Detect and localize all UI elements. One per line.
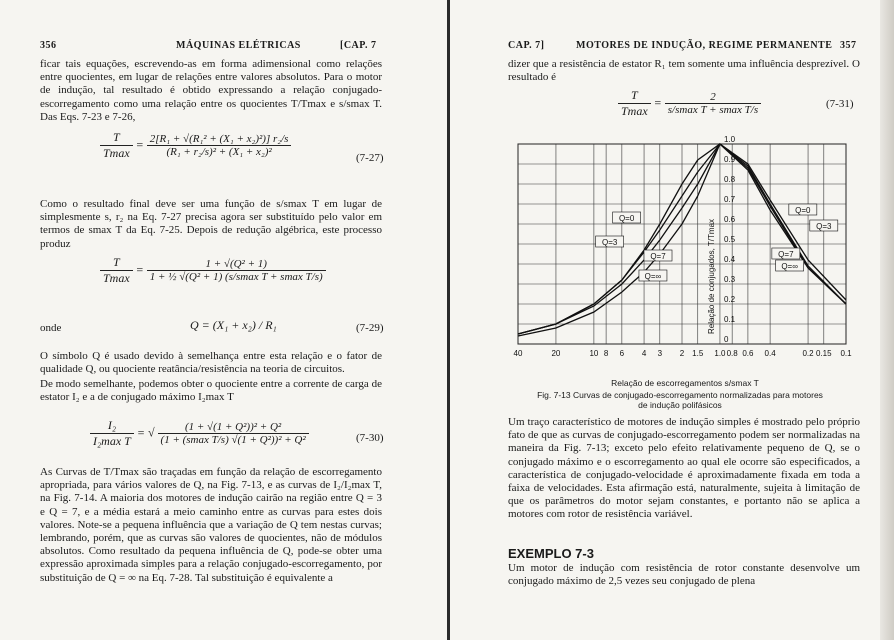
- example-text: Um motor de indução com resistência de rotor constante desenvolve um conjugado máximo de 2,5 vezes seu conjugado de plena: [508, 562, 860, 588]
- x-tick-label: 1.0: [714, 349, 726, 358]
- book-gutter: [447, 0, 450, 640]
- series-label: Q=3: [816, 222, 832, 231]
- equation-7-29: Q = (X₁ + x₂) / R₁: [190, 318, 277, 332]
- equation-7-27: $\frac{T}{Tmax}$ = $\frac{\text{2[R₁ + √(R₁² + (X₁ + x₂)²)] r₂/s}}{\text{(R₁ + r₂/s)² + (X₁ + x₂)²}}$: [100, 130, 400, 161]
- paragraph: Um traço característico de motores de indução simples é mostrado pelo próprio fato de que as curvas de conjugado-escorregamento podem ser normalizadas na maneira da Fig. 7-13; exceto pelo efeito relativamente pequeno de Q, se o conjugado máximo e o escorregamento ao qual ele ocorre são especificados, a característica de conjugado-velocidade é aproximadamente fixada em toda a faixa de velocidades. Esta afirmação está, naturalmente, sujeita à limitação de que os parâmetros do motor sejam constantes, e portanto não se aplica a motores com rotor de resistência variável.: [508, 416, 860, 521]
- y-tick-label: 0.7: [723, 195, 736, 204]
- series-label: Q=∞: [781, 262, 798, 271]
- example-heading: EXEMPLO 7-3: [508, 546, 594, 561]
- x-tick-label: 0.15: [816, 349, 832, 358]
- paragraph: O símbolo Q é usado devido à semelhança entre esta relação e o fator de qualidade Q, ou quociente reatância/resistência na teoria de circuitos.: [40, 350, 382, 376]
- caption-line: de indução polifásicos: [638, 400, 722, 410]
- equation-label: (7-27): [356, 152, 384, 164]
- chapter-ref: CAP. 7]: [508, 40, 545, 51]
- y-tick-label: 0.5: [723, 235, 736, 244]
- equation-7-31: $\frac{T}{Tmax}$ = $\frac{2}{\text{s/smax T + smax T/s}}$: [618, 88, 848, 119]
- series-label: Q=0: [795, 206, 811, 215]
- page-number: 357: [840, 40, 857, 51]
- series-label: Q=0: [618, 214, 635, 223]
- y-tick-label: 0.8: [723, 175, 736, 184]
- y-tick-label: 0.4: [723, 255, 736, 264]
- equation-label: (7-30): [356, 432, 384, 444]
- x-tick-label: 20: [551, 349, 561, 358]
- x-tick-label: 6: [619, 349, 625, 358]
- x-tick-label: 8: [603, 349, 609, 358]
- paragraph: ficar tais equações, escrevendo-as em forma adimensional como relações entre quocientes, em lugar de relações entre valores absolutos. Para o motor de indução, tal resultado é obtido expressando a relação conjugado-escorregamento como uma relação entre os quocientes T/Tmax e s/smax T. Das Eqs. 7-23 e 7-26,: [40, 58, 382, 123]
- onde-label: onde: [40, 322, 62, 334]
- y-axis-label: Relação de conjugados, T/Tmax: [706, 218, 716, 334]
- page-number: 356: [40, 40, 57, 51]
- y-tick-label: 1.0: [723, 135, 736, 144]
- series-label: Q=3: [601, 238, 618, 247]
- x-tick-label: 2: [679, 349, 685, 358]
- y-tick-label: 0.6: [723, 215, 736, 224]
- chapter-ref: [CAP. 7: [340, 40, 377, 51]
- y-tick-label: 0.2: [723, 295, 736, 304]
- y-tick-label: 0: [723, 335, 729, 344]
- y-tick-label: 0.1: [723, 315, 736, 324]
- running-head: MOTORES DE INDUÇÃO, REGIME PERMANENTE: [576, 40, 833, 51]
- equation-7-28: $\frac{T}{Tmax}$ = $\frac{\text{1 + √(Q² + 1)}}{\text{1 + ½ √(Q² + 1) (s/smax T + smax T/s)}}$: [100, 255, 400, 286]
- series-label: Q=7: [650, 252, 666, 261]
- left-page: [40, 0, 420, 640]
- equation-label: (7-31): [826, 98, 854, 110]
- page-edge: [880, 0, 894, 640]
- series-label: Q=7: [778, 250, 794, 259]
- series-label: Q=∞: [644, 272, 662, 281]
- caption-line: Fig. 7-13 Curvas de conjugado-escorregamento normalizadas para motores: [537, 390, 823, 400]
- chart-xlabel: Relação de escorregamentos s/smax T: [611, 378, 759, 388]
- x-tick-label: 0.1: [840, 349, 852, 358]
- x-tick-label: 0.2: [802, 349, 814, 358]
- x-tick-label: 4: [641, 349, 647, 358]
- equation-7-30: $\frac{\text{I₂}}{\text{I₂max T}}$ = √ $\frac{\text{(1 + √(1 + Q²))² + Q²}}{\text{(1 + (smax T/s) √(1 + Q²))² + Q²}}$: [90, 418, 370, 449]
- x-tick-label: 0.6: [742, 349, 754, 358]
- equation-label: (7-29): [356, 322, 384, 334]
- x-tick-label: 10: [589, 349, 599, 358]
- x-tick-label: 1.5: [692, 349, 704, 358]
- x-tick-label: 40: [513, 349, 523, 358]
- x-tick-label: 3: [657, 349, 663, 358]
- torque-slip-chart: [488, 134, 866, 394]
- y-tick-label: 0.9: [723, 155, 736, 164]
- paragraph: dizer que a resistência de estator R₁ tem somente uma influência desprezível. O resultado é: [508, 58, 860, 84]
- figure-caption: [500, 390, 860, 410]
- running-head: MÁQUINAS ELÉTRICAS: [176, 40, 301, 51]
- paragraph: As Curvas de T/Tmax são traçadas em função da relação de escorregamento apropriada, para vários valores de Q, na Fig. 7-13, e as curvas de I₂/I₂max T, na Fig. 7-14. A maioria dos motores de indução cairão na região entre Q = 3 e Q = 7, e a média estará a meio caminho entre as curvas para estes dois valores. Note-se a pequena influência que a variação de Q tem nestas curvas; lembrando, porém, que as curvas são valores de quocientes, não de módulos absolutos. Como resultado da pequena influência de Q, pode-se obter uma expressão aproximada simples para a relação conjugado-escorregamento, por substituição de Q = ∞ na Eq. 7-28. Tal substituição é equivalente a: [40, 466, 382, 584]
- x-tick-label: 0.8: [726, 349, 738, 358]
- paragraph: De modo semelhante, podemos obter o quociente entre a corrente de carga de estator I₂ e a de conjugado máximo I₂max T: [40, 378, 382, 404]
- y-tick-label: 0.3: [723, 275, 736, 284]
- x-tick-label: 0.4: [764, 349, 776, 358]
- paragraph: Como o resultado final deve ser uma função de s/smax T em lugar de simplesmente s, r₂ na Eq. 7-27 precisa agora ser substituído pelo valor em termos de smax T da Eq. 7-25. Depois de redução algébrica, este processo produz: [40, 198, 382, 250]
